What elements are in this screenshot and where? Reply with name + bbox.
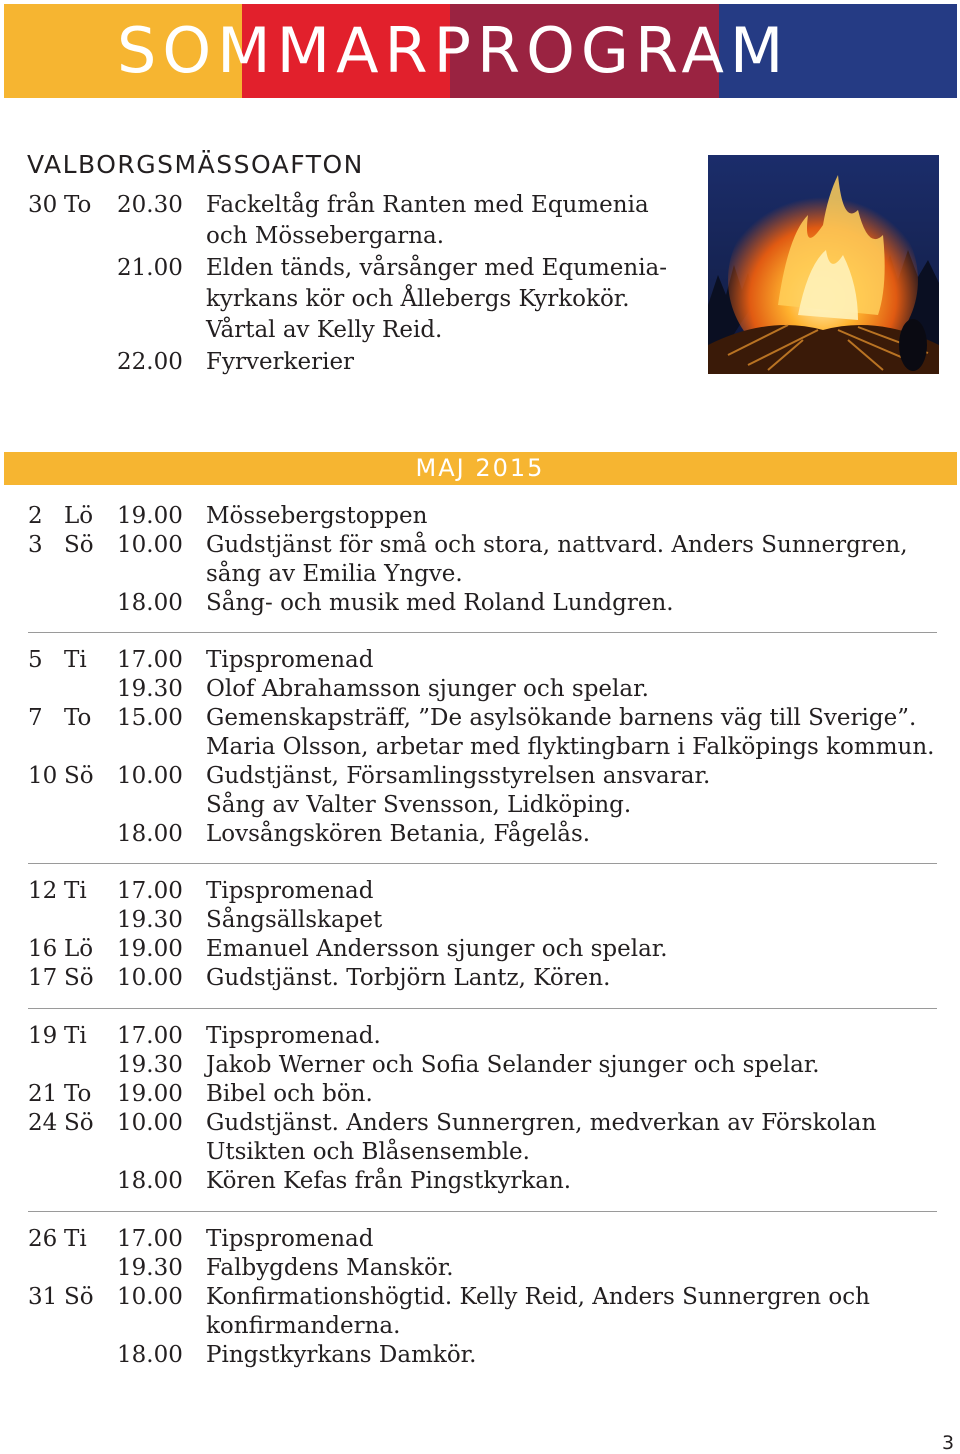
row-text: Gemenskapsträff, ”De asylsökande barnens väg till Sverige”. xyxy=(206,705,917,731)
row-time: 10.00 xyxy=(117,532,183,558)
row-text: Kören Kefas från Pingstkyrkan. xyxy=(206,1168,572,1194)
row-day: 10 xyxy=(28,763,58,789)
row-text: Lovsångskören Betania, Fågelås. xyxy=(206,821,591,847)
row-time: 18.00 xyxy=(117,1168,183,1194)
row-time: 18.00 xyxy=(117,821,183,847)
row-text: Tipspromenad xyxy=(206,878,374,904)
row-weekday: Sö xyxy=(64,965,94,991)
row-text: Emanuel Andersson sjunger och spelar. xyxy=(206,936,668,962)
row-time: 18.00 xyxy=(117,590,183,616)
row-text: Fyrverkerier xyxy=(206,349,355,375)
row-day: 17 xyxy=(28,965,58,991)
row-weekday: Sö xyxy=(64,532,94,558)
row-text: Pingstkyrkans Damkör. xyxy=(206,1342,477,1368)
row-day: 24 xyxy=(28,1110,58,1136)
row-text: Fackeltåg från Ranten med Equmenia xyxy=(206,192,649,218)
row-text: Jakob Werner och Sofia Selander sjunger och spelar. xyxy=(206,1052,820,1078)
group-divider xyxy=(28,632,937,633)
row-text: Utsikten och Blåsensemble. xyxy=(206,1139,530,1165)
row-time: 19.30 xyxy=(117,676,183,702)
row-day: 2 xyxy=(28,503,43,529)
row-text: Bibel och bön. xyxy=(206,1081,373,1107)
row-weekday: Sö xyxy=(64,763,94,789)
row-weekday: To xyxy=(64,1081,92,1107)
row-time: 17.00 xyxy=(117,1226,183,1252)
row-text: Vårtal av Kelly Reid. xyxy=(206,317,443,343)
row-time: 19.00 xyxy=(117,936,183,962)
row-weekday: Sö xyxy=(64,1110,94,1136)
row-time: 19.30 xyxy=(117,907,183,933)
row-text: Falbygdens Manskör. xyxy=(206,1255,454,1281)
row-text: Tipspromenad xyxy=(206,647,374,673)
row-time: 21.00 xyxy=(117,255,183,281)
row-time: 20.30 xyxy=(117,192,183,218)
row-day: 30 xyxy=(28,192,58,218)
row-text: Gudstjänst. Anders Sunnergren, medverkan av Förskolan xyxy=(206,1110,877,1136)
row-time: 10.00 xyxy=(117,763,183,789)
row-text: konfirmanderna. xyxy=(206,1313,401,1339)
row-day: 5 xyxy=(28,647,43,673)
row-weekday: Ti xyxy=(64,1023,87,1049)
row-day: 16 xyxy=(28,936,58,962)
row-text: Maria Olsson, arbetar med flyktingbarn i Falköpings kommun. xyxy=(206,734,935,760)
row-time: 19.00 xyxy=(117,1081,183,1107)
row-text: Gudstjänst. Torbjörn Lantz, Kören. xyxy=(206,965,611,991)
row-day: 26 xyxy=(28,1226,58,1252)
page-title: SOMMARPROGRAM xyxy=(117,14,790,87)
row-time: 19.30 xyxy=(117,1255,183,1281)
row-time: 15.00 xyxy=(117,705,183,731)
row-text: Konfirmationshögtid. Kelly Reid, Anders Sunnergren och xyxy=(206,1284,870,1310)
row-time: 10.00 xyxy=(117,1284,183,1310)
row-time: 17.00 xyxy=(117,647,183,673)
row-day: 3 xyxy=(28,532,43,558)
row-time: 22.00 xyxy=(117,349,183,375)
row-time: 19.00 xyxy=(117,503,183,529)
row-text: Sång av Valter Svensson, Lidköping. xyxy=(206,792,632,818)
row-day: 7 xyxy=(28,705,43,731)
row-weekday: To xyxy=(64,705,92,731)
row-text: Gudstjänst, Församlingsstyrelsen ansvarar. xyxy=(206,763,711,789)
row-time: 17.00 xyxy=(117,1023,183,1049)
section-heading-valborg: VALBORGSMÄSSOAFTON xyxy=(27,150,364,179)
row-weekday: Lö xyxy=(64,503,94,529)
month-title: MAJ 2015 xyxy=(415,454,545,482)
row-text: Olof Abrahamsson sjunger och spelar. xyxy=(206,676,649,702)
group-divider xyxy=(28,863,937,864)
row-text: Tipspromenad. xyxy=(206,1023,381,1049)
row-weekday: Ti xyxy=(64,878,87,904)
row-time: 18.00 xyxy=(117,1342,183,1368)
row-time: 19.30 xyxy=(117,1052,183,1078)
row-day: 19 xyxy=(28,1023,58,1049)
row-weekday: To xyxy=(64,192,92,218)
page-number: 3 xyxy=(942,1432,955,1454)
row-day: 12 xyxy=(28,878,58,904)
row-text: och Mössebergarna. xyxy=(206,223,445,249)
group-divider xyxy=(28,1008,937,1009)
row-weekday: Lö xyxy=(64,936,94,962)
row-day: 31 xyxy=(28,1284,58,1310)
row-text: sång av Emilia Yngve. xyxy=(206,561,463,587)
bonfire-photo xyxy=(708,155,939,374)
row-time: 10.00 xyxy=(117,965,183,991)
row-weekday: Sö xyxy=(64,1284,94,1310)
row-text: Tipspromenad xyxy=(206,1226,374,1252)
row-text: Gudstjänst för små och stora, nattvard. Anders Sunnergren, xyxy=(206,532,908,558)
row-text: Sångsällskapet xyxy=(206,907,383,933)
row-day: 21 xyxy=(28,1081,58,1107)
row-text: Mössebergstoppen xyxy=(206,503,428,529)
row-time: 17.00 xyxy=(117,878,183,904)
row-text: Elden tänds, vårsånger med Equmenia- xyxy=(206,255,668,281)
row-weekday: Ti xyxy=(64,647,87,673)
row-weekday: Ti xyxy=(64,1226,87,1252)
row-time: 10.00 xyxy=(117,1110,183,1136)
group-divider xyxy=(28,1211,937,1212)
row-text: Sång- och musik med Roland Lundgren. xyxy=(206,590,674,616)
row-text: kyrkans kör och Ållebergs Kyrkokör. xyxy=(206,286,630,312)
